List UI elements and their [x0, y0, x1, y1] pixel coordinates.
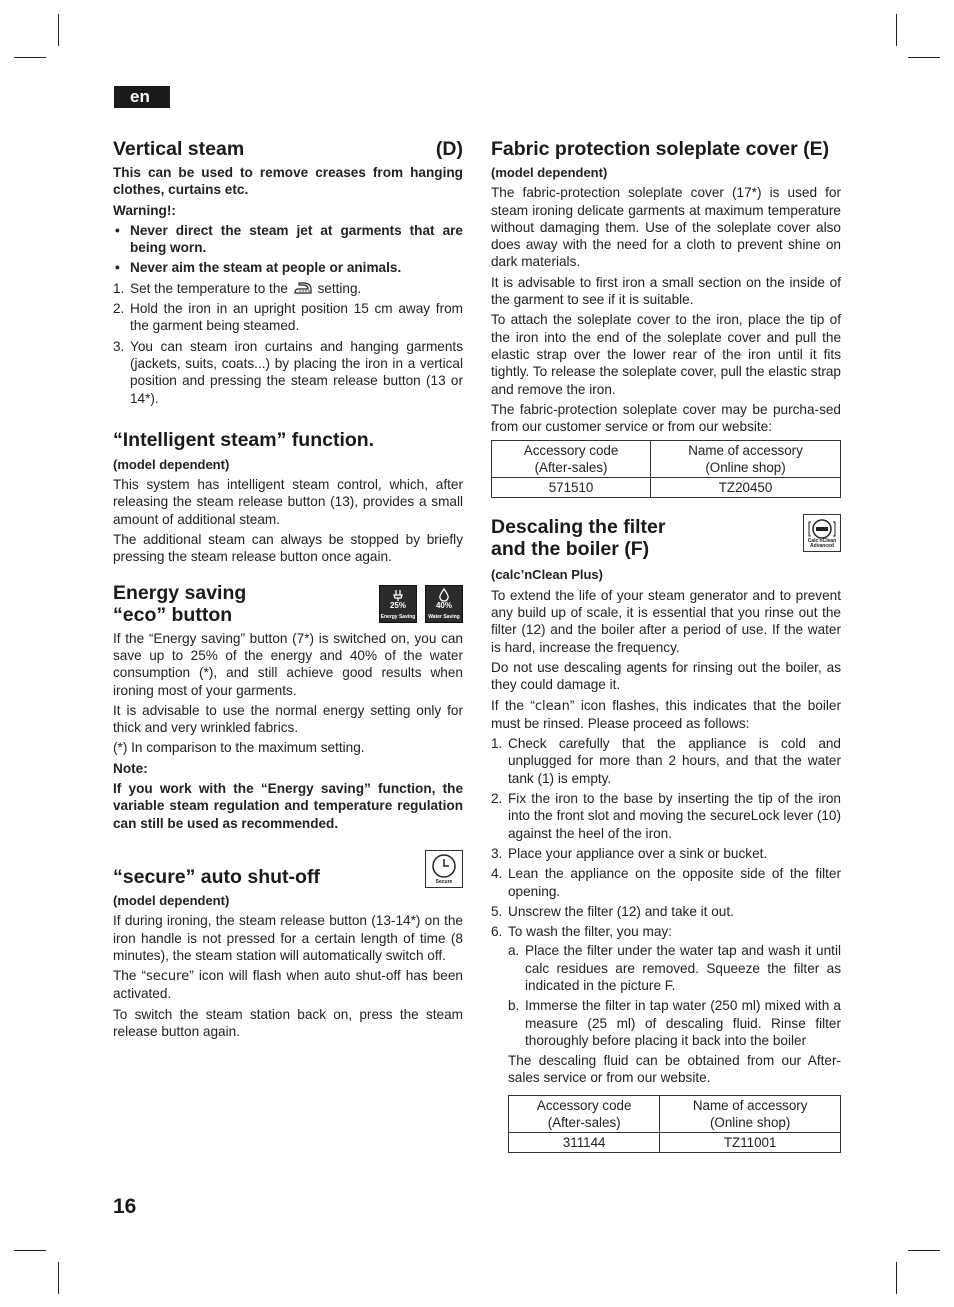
energy-percent: 25% — [389, 600, 406, 610]
model-dependent-note: (model dependent) — [491, 165, 608, 180]
crop-mark — [896, 14, 897, 46]
step-text: Hold the iron in an upright position 15 cm away from the garment being steamed. — [130, 301, 463, 334]
text-fragment: The “ — [113, 968, 147, 984]
paragraph: The fabric-protection soleplate cover may be purcha-sed from our customer service or from our website: — [491, 401, 841, 435]
sub-step-letter: b. — [508, 998, 520, 1014]
intro-text: This can be used to remove creases from hanging clothes, curtains etc. — [113, 165, 463, 198]
table-header-cell — [660, 1095, 841, 1132]
step-item — [491, 735, 841, 787]
icon-caption: Secure — [435, 878, 453, 885]
step-number: 3. — [113, 338, 125, 354]
clean-word: clean — [534, 698, 570, 714]
step-text: Fix the iron to the base by inserting the tip of the iron into the front slot and moving the secureLock lever (10) against the heel of the iron. — [508, 791, 841, 841]
sub-step-letter: a. — [508, 943, 520, 959]
step-number: 2. — [491, 791, 503, 807]
note-label: Note: — [113, 760, 148, 776]
paragraph: It is advisable to use the normal energy setting only for thick and very wrinkled fabrics. — [113, 702, 463, 736]
paragraph: To switch the steam station back on, press the steam release button again. — [113, 1006, 463, 1039]
step-text: You can steam iron curtains and hanging garments (jackets, suits, coats...) by placing the iron in a vertical position and pressing the steam release button (13 or 14*). — [130, 338, 463, 406]
crop-mark — [58, 14, 59, 46]
section-title: “secure” auto shut-off — [113, 865, 320, 888]
step-number: 6. — [491, 924, 503, 940]
step-item — [491, 903, 841, 920]
step-text: Place your appliance over a sink or bucket. — [508, 845, 768, 861]
text-fragment: ” icon flashes, this indicates that the boiler must be rinsed. Please proceed as follows: — [491, 697, 842, 731]
table-header-row — [509, 1095, 841, 1132]
table-header-cell — [651, 441, 841, 478]
accessory-code-cell: 571510 — [492, 478, 651, 498]
table-header-cell — [509, 1095, 660, 1132]
header-line: Name of accessory — [688, 443, 803, 459]
step-number: 1. — [113, 280, 125, 296]
crop-mark — [896, 1262, 897, 1294]
paragraph: If during ironing, the steam release button (13-14*) on the iron handle is not pressed for a certain length of time (8 minutes), the steam station will automatically switch off. — [113, 913, 463, 963]
page-number: 16 — [113, 1195, 137, 1218]
icon-caption: Water Saving — [428, 613, 460, 620]
header-line: (Online shop) — [709, 1114, 791, 1130]
intelligent-steam-heading: “Intelligent steam” function. — [113, 428, 375, 451]
table-row — [509, 1132, 841, 1152]
crop-mark — [908, 1250, 940, 1251]
header-line: (After-sales) — [547, 1114, 621, 1130]
table-header-row — [492, 441, 841, 478]
text-fragment: ” icon will flash when auto shut-off has been activated. — [113, 968, 463, 1002]
step-text: To wash the filter, you may: — [508, 924, 672, 940]
section-tag: (D) — [435, 138, 463, 160]
language-tag: en — [114, 86, 170, 108]
table-header-cell — [492, 441, 651, 478]
sub-step-item — [508, 997, 841, 1049]
accessory-table — [491, 440, 841, 498]
step-text: Lean the appliance on the opposite side of the filter opening. — [508, 866, 841, 899]
paragraph: The additional steam can always be stopped by briefly pressing the steam release button once again. — [113, 532, 463, 565]
vertical-steam-heading — [113, 138, 463, 160]
accessory-name-cell: TZ20450 — [651, 478, 841, 498]
step-text: Unscrew the filter (12) and take it out. — [508, 903, 734, 919]
warning-label: Warning!: — [113, 202, 176, 218]
step-text: Check carefully that the appliance is cold and unplugged for more than 2 hours, and that the water tank (1) is empty. — [508, 736, 841, 786]
header-line: Name of accessory — [692, 1097, 808, 1113]
model-note: (calc’nClean Plus) — [491, 567, 603, 583]
steam-setting-icon — [292, 280, 314, 296]
crop-mark — [14, 1250, 46, 1251]
descaling-heading — [491, 514, 841, 560]
step-item — [113, 300, 463, 335]
crop-mark — [14, 57, 46, 58]
steps-list — [113, 280, 463, 407]
step-number: 4. — [491, 866, 503, 882]
descaling-steps-list — [491, 735, 841, 1153]
step-item — [113, 338, 463, 407]
section-title: and the boiler (F) — [491, 538, 650, 561]
text-fragment: If the “ — [491, 697, 535, 713]
energy-saving-heading — [113, 582, 463, 626]
water-percent: 40% — [435, 600, 452, 610]
step-item — [491, 923, 841, 1153]
paragraph: The fabric-protection soleplate cover (17*) is used for steam ironing delicate garments at maximum temperature without damaging them. Use of the soleplate cover also does away with the need for a cloth to prevent shine on dark materials. — [491, 185, 841, 270]
table-row — [492, 478, 841, 498]
section-title: Vertical steam — [113, 138, 245, 160]
section-title: Descaling the filter — [491, 516, 666, 539]
step-text: Set the temperature to the — [130, 280, 288, 296]
sub-step-text: Immerse the filter in tap water (250 ml) mixed with a measure (25 ml) of descaling fluid. Rinse filter thoroughly before placing it back into the boiler — [525, 998, 841, 1048]
paragraph: If the “Energy saving” button (7*) is switched on, you can save up to 25% of the energy and 40% of the water consumption (*), and still achieve good results when ironing most of your garments. — [113, 630, 463, 698]
header-line: Accessory code — [523, 443, 619, 459]
water-saving-icon — [425, 585, 463, 623]
step-item — [491, 845, 841, 862]
step-number: 5. — [491, 903, 503, 919]
sub-steps-list — [508, 942, 841, 1049]
step-number: 1. — [491, 736, 503, 752]
accessory-table — [508, 1095, 841, 1153]
secure-heading — [113, 850, 463, 888]
icon-caption: Calc'nClean Advanced — [807, 538, 837, 550]
icon-caption: Energy Saving — [380, 613, 416, 620]
paragraph: This system has intelligent steam control, which, after releasing the steam release button (13), provides a small amount of additional steam. — [113, 477, 463, 527]
warning-list — [113, 222, 463, 277]
secure-clock-icon — [425, 850, 463, 888]
step-item — [491, 865, 841, 900]
crop-mark — [58, 1262, 59, 1294]
secure-word: secure — [146, 969, 190, 985]
sub-step-item — [508, 942, 841, 994]
paragraph: The descaling fluid can be obtained from our After-sales service or from our website. — [508, 1053, 841, 1086]
energy-saving-icon — [379, 585, 417, 623]
step-number: 2. — [113, 301, 125, 317]
note-text: If you work with the “Energy saving” function, the variable steam regulation and temperature regulation can still be used as recommended. — [113, 781, 463, 831]
model-dependent-note: (model dependent) — [113, 892, 230, 908]
accessory-name-cell: TZ11001 — [660, 1132, 841, 1152]
paragraph — [113, 967, 463, 1003]
section-title: “eco” button — [113, 603, 233, 626]
sub-step-text: Place the filter under the water tap and wash it until calc residues are removed. Squeeze the filter as indicated in the picture F. — [525, 943, 841, 993]
paragraph: To extend the life of your steam generator and to prevent any build up of scale, it is essential that you rinse out the filter (12) and the boiler after a period of use. If the water is hard, increase the frequency. — [491, 587, 841, 655]
accessory-code-cell: 311144 — [509, 1132, 660, 1152]
model-dependent-note: (model dependent) — [113, 456, 230, 472]
step-item — [113, 280, 463, 297]
step-text: setting. — [317, 280, 362, 296]
right-column — [491, 138, 841, 1156]
paragraph: To attach the soleplate cover to the iron, place the tip of the iron into the end of the soleplate cover and pull the elastic strap over the lower rear of the iron until it fits tightly. To release the soleplate cover, pull the elastic strap and remove the iron. — [491, 312, 841, 397]
footnote: (*) In comparison to the maximum setting. — [113, 740, 365, 756]
warning-item: • Never aim the steam at people or animals. — [113, 259, 463, 276]
header-line: (After-sales) — [534, 460, 608, 476]
paragraph: It is advisable to first iron a small section on the inside of the garment to see if it is suitable. — [491, 274, 841, 308]
header-line: (Online shop) — [705, 460, 786, 476]
paragraph: Do not use descaling agents for rinsing out the boiler, as they could damage it. — [491, 659, 841, 693]
paragraph — [491, 697, 841, 733]
step-number: 3. — [491, 845, 503, 861]
warning-item: • Never direct the steam jet at garments that are being worn. — [113, 222, 463, 257]
fabric-protection-heading: Fabric protection soleplate cover (E) — [491, 138, 830, 160]
step-item — [491, 790, 841, 842]
section-title: Energy saving — [113, 581, 247, 604]
crop-mark — [908, 57, 940, 58]
header-line: Accessory code — [536, 1097, 632, 1113]
calc-clean-icon — [803, 514, 841, 552]
left-column — [113, 138, 463, 1043]
